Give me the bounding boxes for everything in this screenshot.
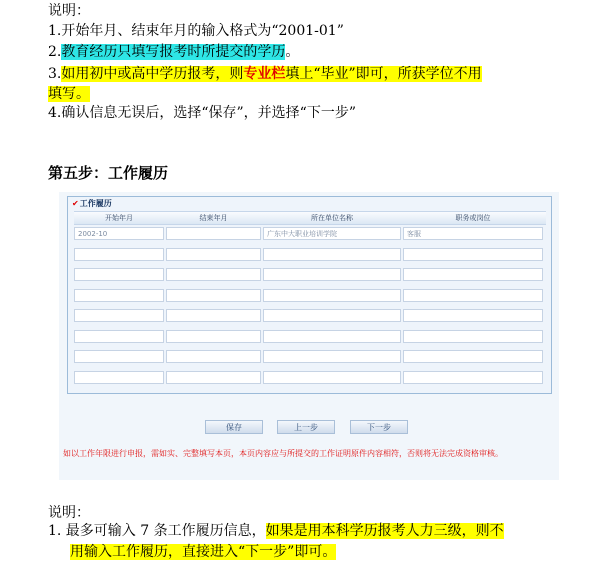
next-button[interactable]: 下一步 [350, 420, 408, 434]
intro-item-3-cont [48, 85, 90, 103]
row-1-field-2[interactable] [166, 227, 261, 240]
bottom-title: 说明： [48, 505, 90, 521]
save-button[interactable]: 保存 [205, 420, 263, 434]
row-1-field-4[interactable]: 客服 [403, 227, 543, 240]
intro-title: 说明： [48, 3, 90, 19]
check-icon: ✔ [72, 199, 79, 208]
panel-title [72, 198, 112, 209]
row-4-field-4[interactable] [403, 289, 543, 302]
intro-item-3-prefix: 3. [48, 66, 62, 82]
row-3-field-1[interactable] [74, 268, 164, 281]
intro-item-3-text-b: 填上“毕业”即可，所获学位不用 [285, 66, 482, 82]
row-7-field-1[interactable] [74, 350, 164, 363]
row-2-field-4[interactable] [403, 248, 543, 261]
intro-item-3-bold: 专业栏 [243, 66, 286, 82]
intro-item-3-text-c: 填写。 [48, 86, 90, 102]
row-5-field-4[interactable] [403, 309, 543, 322]
row-2-field-2[interactable] [166, 248, 261, 261]
row-8-field-2[interactable] [166, 371, 261, 384]
intro-item-2-highlight: 教育经历只填写报考时所提交的学历 [61, 44, 286, 60]
row-8-field-4[interactable] [403, 371, 543, 384]
panel-title-text: 工作履历 [79, 199, 112, 208]
bottom-item-1-cont [70, 543, 336, 561]
row-3-field-2[interactable] [166, 268, 261, 281]
header-start: 开始年月 [105, 214, 133, 222]
header-company: 所在单位名称 [311, 214, 353, 222]
intro-item-4: 4.确认信息无误后，选择“保存”，并选择“下一步” [48, 105, 356, 121]
row-6-field-4[interactable] [403, 330, 543, 343]
intro-item-3 [48, 65, 482, 83]
warning-note: 如以工作年限进行申报，需如实、完整填写本页，本页内容应与所提交的工作证明原件内容相符，否则将无法完成资格审核。 [63, 449, 503, 458]
header-end: 结束年月 [199, 214, 228, 222]
row-5-field-1[interactable] [74, 309, 164, 322]
row-2-field-1[interactable] [74, 248, 164, 261]
intro-item-2-prefix: 2. [48, 44, 62, 60]
row-7-field-3[interactable] [263, 350, 401, 363]
row-2-field-3[interactable] [263, 248, 401, 261]
step-title: 第五步：工作履历 [48, 164, 169, 182]
bottom-item-1 [48, 522, 504, 540]
row-6-field-2[interactable] [166, 330, 261, 343]
row-6-field-3[interactable] [263, 330, 401, 343]
row-4-field-3[interactable] [263, 289, 401, 302]
intro-item-1: 1.开始年月、结束年月的输入格式为“2001-01” [48, 23, 344, 39]
table-header [74, 211, 546, 225]
bottom-item-1-highlight-a: 如果是用本科学历报考人力三级，则不 [265, 523, 504, 539]
header-position: 职务或岗位 [455, 214, 491, 222]
prev-button[interactable]: 上一步 [277, 420, 335, 434]
row-4-field-2[interactable] [166, 289, 261, 302]
row-7-field-2[interactable] [166, 350, 261, 363]
row-1-field-1[interactable]: 2002-10 [74, 227, 164, 240]
work-history-form-screenshot [59, 192, 559, 480]
row-6-field-1[interactable] [74, 330, 164, 343]
row-8-field-3[interactable] [263, 371, 401, 384]
work-history-panel [67, 196, 552, 394]
bottom-item-1-highlight-b: 用输入工作履历，直接进入“下一步”即可。 [70, 544, 337, 560]
intro-item-3-text-a: 如用初中或高中学历报考，则 [61, 66, 244, 82]
row-3-field-3[interactable] [263, 268, 401, 281]
intro-item-3-highlight [61, 66, 481, 82]
bottom-item-1-prefix: 1. 最多可输入 7 条工作履历信息， [48, 523, 266, 539]
row-3-field-4[interactable] [403, 268, 543, 281]
intro-item-2-suffix: 。 [285, 44, 300, 60]
row-5-field-3[interactable] [263, 309, 401, 322]
intro-item-2 [48, 43, 299, 61]
row-1-field-3[interactable]: 广东中大职业培训学院 [263, 227, 401, 240]
row-8-field-1[interactable] [74, 371, 164, 384]
row-5-field-2[interactable] [166, 309, 261, 322]
row-7-field-4[interactable] [403, 350, 543, 363]
row-4-field-1[interactable] [74, 289, 164, 302]
